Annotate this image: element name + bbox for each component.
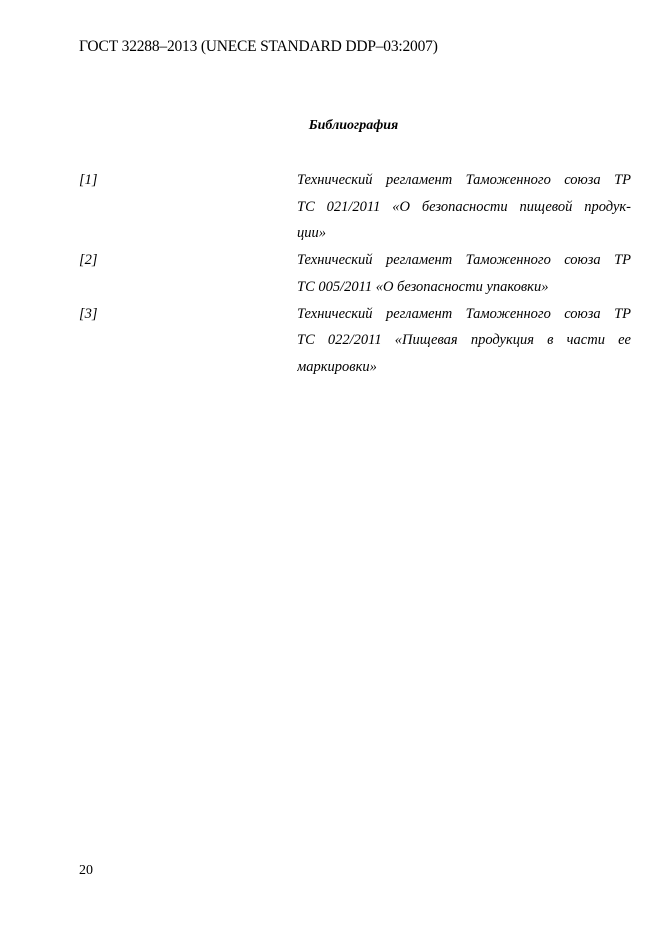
bibliography-entry-line: Технический регламент Таможенного союза ТР [297,252,631,269]
bibliography-entry-number: [3] [79,305,98,322]
document-header: ГОСТ 32288–2013 (UNECE STANDARD DDP–03:2007) [79,38,438,55]
bibliography-list [79,167,631,381]
bibliography-entry-text [297,301,631,381]
bibliography-entry-3 [79,301,631,381]
bibliography-entry-line: Технический регламент Таможенного союза ТР [297,305,631,322]
bibliography-entry-2 [79,247,631,300]
bibliography-entry-line: ТС 005/2011 «О безопасности упаковки» [297,278,549,295]
bibliography-entry-line: маркировки» [297,358,377,375]
bibliography-entry-text [297,247,631,300]
page-number: 20 [79,863,93,878]
bibliography-entry-number: [2] [79,252,98,269]
bibliography-entry-text [297,167,631,247]
bibliography-entry-1 [79,167,631,247]
bibliography-entry-number: [1] [79,172,98,188]
bibliography-entry-line: ТС 022/2011 «Пищевая продукция в части ее [297,332,631,349]
bibliography-entry-line: ТС 021/2011 «О безопасности пищевой продук- [297,198,631,215]
bibliography-entry-line: Технический регламент Таможенного союза ТР [297,172,631,188]
bibliography-entry-line: ции» [297,225,326,242]
bibliography-title: Библиография [308,118,399,133]
